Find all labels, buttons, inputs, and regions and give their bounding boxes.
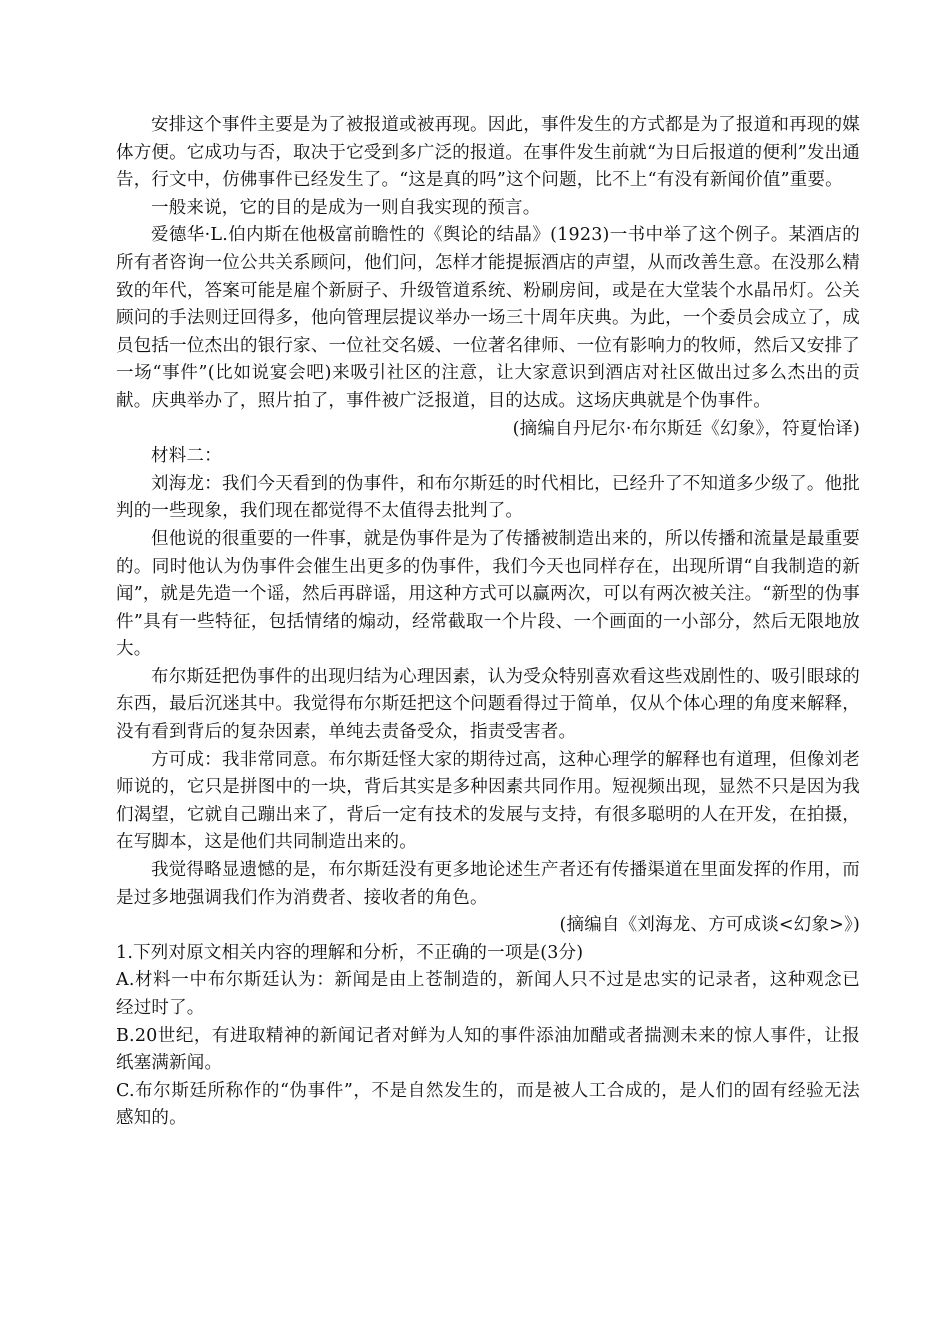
material2-source: (摘编自《刘海龙、方可成谈<幻象>》) [559, 915, 860, 936]
material1-paragraph: 安排这个事件主要是为了被报道或被再现。因此，事件发生的方式都是为了报道和再现的媒体方便。它成功与否，取决于它受到多广泛的报道。在事件发生前就“为日后报道的便利”发出通告，行文中，仿佛事件已经发生了。“这是真的吗”这个问题，比不上“有没有新闻价值”重要。 [116, 115, 860, 191]
material2-heading: 材料二： [151, 446, 222, 467]
material1-source: (摘编自丹尼尔·布尔斯廷《幻象》，符夏怡译) [512, 418, 860, 439]
material2-paragraph: 方可成：我非常同意。布尔斯廷怪大家的期待过高，这种心理学的解释也有道理，但像刘老师说的，它只是拼图中的一块，背后其实是多种因素共同作用。短视频出现，显然不只是因为我们渴望，它就自己蹦出来了，背后一定有技术的发展与支持，有很多聪明的人在开发，在拍摄，在写脚本，这是他们共同制造出来的。 [116, 749, 860, 853]
question-option-c: C.布尔斯廷所称作的“伪事件”，不是自然发生的，而是被人工合成的，是人们的固有经验无法感知的。 [116, 1080, 860, 1129]
material1-paragraph: 爱德华·L.伯内斯在他极富前瞻性的《舆论的结晶》(1923)一书中举了这个例子。某酒店的所有者咨询一位公共关系顾问，他们问，怎样才能提振酒店的声望，从而改善生意。在没那么精致的年代，答案可能是雇个新厨子、升级管道系统、粉刷房间，或是在大堂装个水晶吊灯。公关顾问的手法则迂回得多，他向管理层提议举办一场三十周年庆典。为此，一个委员会成立了，成员包括一位杰出的银行家、一位社交名媛、一位著名律师、一位有影响力的牧师，然后又安排了一场“事件”(比如说宴会吧)来吸引社区的注意，让大家意识到酒店对社区做出过多么杰出的贡献。庆典举办了，照片拍了，事件被广泛报道，目的达成。这场庆典就是个伪事件。 [116, 225, 860, 411]
material2-paragraph: 刘海龙：我们今天看到的伪事件，和布尔斯廷的时代相比，已经升了不知道多少级了。他批判的一些现象，我们现在都觉得不太值得去批判了。 [116, 473, 860, 522]
question-stem: 1.下列对原文相关内容的理解和分析，不正确的一项是(3分) [116, 942, 584, 963]
material2-paragraph: 但他说的很重要的一件事，就是伪事件是为了传播被制造出来的，所以传播和流量是最重要的。同时他认为伪事件会催生出更多的伪事件，我们今天也同样存在，出现所谓“自我制造的新闻”，就是先造一个谣，然后再辟谣，用这种方式可以赢两次，可以有两次被关注。“新型的伪事件”具有一些特征，包括情绪的煽动，经常截取一个片段、一个画面的一小部分，然后无限地放大。 [116, 528, 860, 660]
document-page [116, 112, 860, 1133]
question-option-b: B.20世纪，有进取精神的新闻记者对鲜为人知的事件添油加醋或者揣测未来的惊人事件，让报纸塞满新闻。 [116, 1025, 860, 1074]
question-1 [116, 940, 860, 1133]
material2-paragraph: 布尔斯廷把伪事件的出现归结为心理因素，认为受众特别喜欢看这些戏剧性的、吸引眼球的东西，最后沉迷其中。我觉得布尔斯廷把这个问题看得过于简单，仅从个体心理的角度来解释，没有看到背后的复杂因素，单纯去责备受众，指责受害者。 [116, 666, 860, 743]
material1-paragraph: 一般来说，它的目的是成为一则自我实现的预言。 [151, 197, 541, 218]
question-option-a: A.材料一中布尔斯廷认为：新闻是由上苍制造的，新闻人只不过是忠实的记录者，这种观念已经过时了。 [116, 970, 860, 1018]
material2-paragraph: 我觉得略显遗憾的是，布尔斯廷没有更多地论述生产者还有传播渠道在里面发挥的作用，而是过多地强调我们作为消费者、接收者的角色。 [116, 860, 860, 908]
